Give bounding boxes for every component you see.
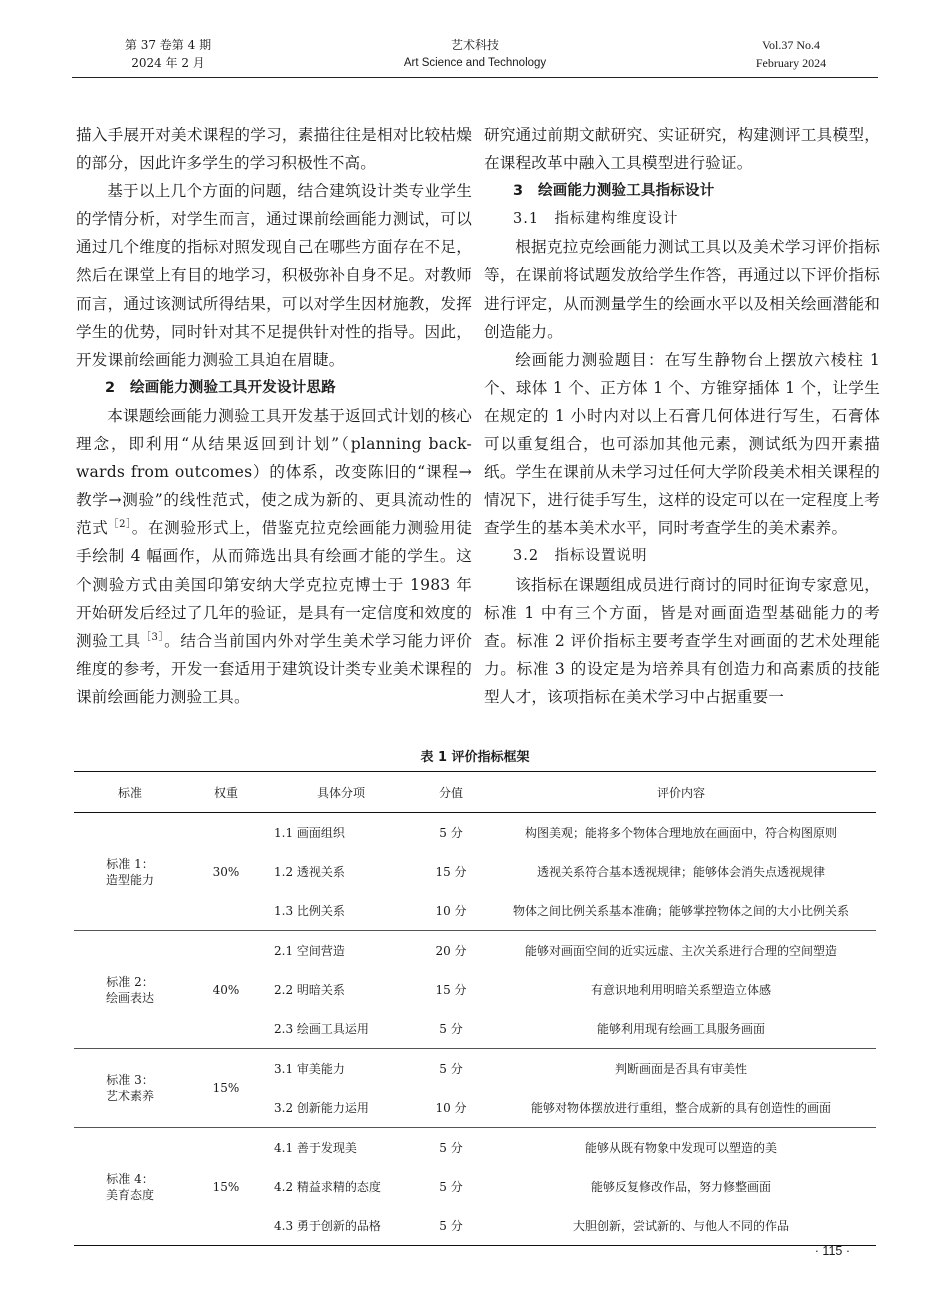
header-cell-standard: 标准 [74, 772, 186, 813]
score-cell: 5 分 [439, 1180, 463, 1194]
paragraph: 基于以上几个方面的问题，结合建筑设计类专业学生的学情分析，对学生而言，通过课前绘画能力测试，可以通过几个维度的指标对照发现自己在哪些方面存在不足，然后在课堂上有目的地学习，积极弥补自身不足。对教师而言，通过该测试所得结果，可以对学生因材施教，发挥学生的优势，同时针对其不足提供针对性的指导。因此，开发课前绘画能力测验工具迫在眉睫。 [76, 182, 472, 369]
standard-cell [74, 1128, 186, 1246]
header-rule [72, 77, 878, 78]
item-cell: 2.2 明暗关系 [274, 983, 345, 997]
paragraph: 研究通过前期文献研究、实证研究，构建测评工具模型，在课程改革中融入工具模型进行验证。 [484, 126, 880, 173]
score-cell: 5 分 [439, 1062, 463, 1076]
volume-issue-en: Vol.37 No.4 [761, 38, 821, 52]
standard-cell [74, 1049, 186, 1128]
header-cell-weight: 权重 [186, 772, 266, 813]
paragraph-text: 。在测验形式上，借鉴克拉克绘画能力测验用徒手绘制 4 幅画作，从而筛选出具有绘画才能的学生。这个测验方式由美国印第安纳大学克拉克博士于 1983 年开始研发后经过了几年的验证，是具有一定信度和效度的测验工具 [76, 519, 473, 650]
standard-label: 标准 2： [106, 974, 154, 989]
page-number: · 115 · [814, 1244, 850, 1258]
paragraph-text: 本课题绘画能力测验工具开发基于返回式计划的核心理念，即利用“从结果返回到计划”（planning back-wards from outcomes）的体系，改变陈旧的“课程→教学→测验”的线性范式，使之成为新的、更具流动性的范式 [76, 406, 472, 538]
weight-cell: 15% [186, 1049, 266, 1128]
weight-cell: 30% [186, 813, 266, 931]
standard-label: 标准 3： [106, 1073, 154, 1087]
content-cell: 大胆创新，尝试新的、与他人不同的作品 [486, 1206, 876, 1246]
item-cell: 3.2 创新能力运用 [266, 1088, 416, 1128]
section-heading-3: 3 绘画能力测验工具指标设计 [513, 183, 715, 200]
score-cell: 15 分 [435, 983, 467, 997]
standard-name: 艺术素养 [105, 1089, 154, 1103]
content-cell: 能够对物体摆放进行重组，整合成新的具有创造性的画面 [486, 1088, 876, 1128]
header-center [375, 36, 575, 72]
paragraph: 绘画能力测验题目：在写生静物台上摆放六棱柱 1 个、球体 1 个、正方体 1 个、方锥穿插体 1 个，让学生在规定的 1 小时内对以上石膏几何体进行写生，石膏体可以重复组合，也可添加其他元素，测试纸为四开素描纸。学生在课前从未学习过任何大学阶段美术相关课程的情况下，进行徒手写生，这样的设定可以在一定程度上考查学生的基本美术水平，同时考查学生的美术素养。 [484, 350, 880, 538]
standard-cell [74, 813, 186, 931]
score-cell: 10 分 [416, 891, 486, 931]
table-row [74, 813, 876, 853]
standard-name: 美育态度 [105, 1187, 154, 1202]
content-cell: 物体之间比例关系基本准确；能够掌控物体之间的大小比例关系 [486, 891, 876, 931]
standard-label: 标准 1： [106, 856, 154, 871]
left-column [76, 121, 472, 711]
content-cell: 能够反复修改作品，努力修整画面 [590, 1180, 771, 1194]
header-cell-item: 具体分项 [266, 772, 416, 813]
header-cell-content: 评价内容 [486, 772, 876, 813]
item-cell: 4.1 善于发现美 [274, 1141, 357, 1155]
table-row [74, 931, 876, 971]
weight-cell: 40% [186, 931, 266, 1049]
weight-cell: 15% [186, 1128, 266, 1246]
journal-name-cn: 艺术科技 [450, 38, 499, 52]
paragraph: 根据克拉克绘画能力测试工具以及美术学习评价指标等，在课前将试题发放给学生作答，再通过以下评价指标进行评定，从而测量学生的绘画水平以及相关绘画潜能和创造能力。 [484, 238, 880, 341]
table-header-row [74, 772, 876, 813]
citation-ref: ［2］ [108, 519, 132, 531]
issue-date-en: February 2024 [755, 56, 827, 70]
item-cell: 1.2 透视关系 [274, 865, 345, 879]
item-cell: 4.2 精益求精的态度 [274, 1180, 381, 1194]
content-cell: 有意识地利用明暗关系塑造立体感 [590, 983, 771, 997]
content-cell: 透视关系符合基本透视规律；能够体会消失点透视规律 [536, 865, 825, 879]
journal-name-en: Art Science and Technology [403, 57, 547, 69]
paragraph-text: 。结合当前国内外对学生美术学习能力评价维度的参考，开发一套适用于建筑设计类专业美术课程的课前绘画能力测验工具。 [76, 631, 472, 706]
standard-label: 标准 4： [106, 1171, 154, 1186]
right-column [484, 121, 880, 711]
score-cell: 15 分 [435, 865, 467, 879]
standard-name: 绘画表达 [105, 990, 154, 1005]
score-cell: 5 分 [416, 1206, 486, 1246]
issue-date: 2024 年 2 月 [131, 56, 205, 70]
score-cell: 5 分 [439, 826, 463, 840]
score-cell: 10 分 [416, 1088, 486, 1128]
item-cell: 1.1 画面组织 [274, 826, 345, 840]
content-cell: 能够利用现有绘画工具服务画面 [486, 1009, 876, 1049]
content-cell: 判断画面是否具有审美性 [614, 1062, 747, 1076]
score-cell: 5 分 [416, 1009, 486, 1049]
standard-name: 造型能力 [105, 872, 154, 887]
score-cell: 5 分 [439, 1141, 463, 1155]
score-cell: 20 分 [435, 944, 467, 958]
subsection-heading-3-1: 3.1 指标建构维度设计 [513, 211, 679, 228]
content-cell: 能够从既有物象中发现可以塑造的美 [584, 1141, 777, 1155]
item-cell: 2.1 空间营造 [274, 944, 345, 958]
paragraph [76, 402, 472, 711]
subsection-heading-3-2: 3.2 指标设置说明 [513, 548, 648, 565]
evaluation-table [74, 771, 876, 1246]
item-cell: 4.3 勇于创新的品格 [266, 1206, 416, 1246]
item-cell: 2.3 绘画工具运用 [266, 1009, 416, 1049]
citation-ref: ［3］ [140, 631, 165, 643]
section-heading-2: 2 绘画能力测验工具开发设计思路 [105, 379, 336, 396]
table-row [74, 1128, 876, 1168]
content-cell: 构图美观；能将多个物体合理地放在画面中，符合构图原则 [524, 826, 837, 840]
volume-issue: 第 37 卷第 4 期 [124, 38, 212, 52]
item-cell: 1.3 比例关系 [266, 891, 416, 931]
item-cell: 3.1 审美能力 [274, 1062, 345, 1076]
standard-cell [74, 931, 186, 1049]
content-cell: 能够对画面空间的近实远虚、主次关系进行合理的空间塑造 [524, 944, 837, 958]
paragraph: 描入手展开对美术课程的学习，素描往往是相对比较枯燥的部分，因此许多学生的学习积极性不高。 [76, 126, 472, 173]
table-row [74, 1049, 876, 1089]
header-right [736, 36, 846, 72]
header-left [108, 36, 228, 72]
table-caption: 表 1 评价指标框架 [420, 750, 530, 765]
header-cell-score: 分值 [416, 772, 486, 813]
paragraph: 该指标在课题组成员进行商讨的同时征询专家意见，标准 1 中有三个方面，皆是对画面造型基础能力的考查。标准 2 评价指标主要考查学生对画面的艺术处理能力。标准 3 的设定是为培养具有创造力和高素质的技能型人才，该项指标在美术学习中占据重要一 [484, 575, 880, 706]
